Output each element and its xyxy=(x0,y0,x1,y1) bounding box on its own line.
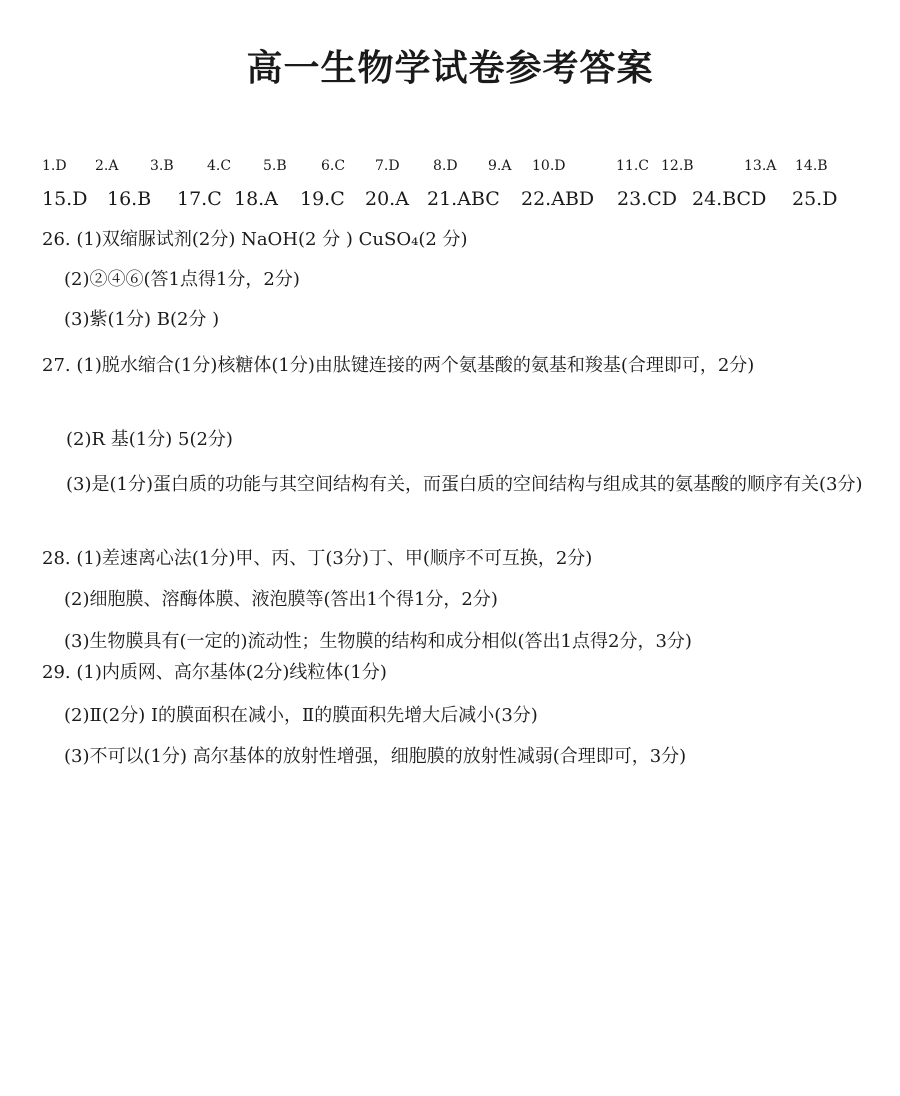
answer-item: 25.D xyxy=(792,188,838,210)
answer-item: 21.ABC xyxy=(427,188,500,210)
answer-item: 13.A xyxy=(744,158,777,174)
q28-line-1: 28. (1)差速离心法(1分)甲、丙、丁(3分)丁、甲(顺序不可互换，2分) xyxy=(42,548,593,569)
choice-answers-row-1 xyxy=(42,158,882,178)
q28-line-3: (3)生物膜具有(一定的)流动性；生物膜的结构和成分相似(答出1点得2分，3分) xyxy=(64,631,692,652)
answer-item: 1.D xyxy=(42,158,67,174)
answer-item: 4.C xyxy=(207,158,232,174)
answer-item: 9.A xyxy=(488,158,512,174)
answer-item: 14.B xyxy=(795,158,828,174)
q29-line-2: (2)Ⅱ(2分) Ⅰ的膜面积在减小，Ⅱ的膜面积先增大后减小(3分) xyxy=(64,705,538,726)
answer-item: 8.D xyxy=(433,158,458,174)
answer-item: 10.D xyxy=(532,158,566,174)
answer-item: 12.B xyxy=(661,158,694,174)
answer-item: 18.A xyxy=(234,188,278,210)
answer-item: 17.C xyxy=(177,188,222,210)
answer-item: 24.BCD xyxy=(692,188,767,210)
answer-item: 23.CD xyxy=(617,188,677,210)
q26-line-2: (2)②④⑥(答1点得1分，2分) xyxy=(64,269,300,290)
answer-item: 2.A xyxy=(95,158,119,174)
q27-line-1: 27. (1)脱水缩合(1分)核糖体(1分)由肽键连接的两个氨基酸的氨基和羧基(合理即可，2分) xyxy=(42,355,755,376)
answer-item: 11.C xyxy=(616,158,649,174)
q28-line-2: (2)细胞膜、溶酶体膜、液泡膜等(答出1个得1分，2分) xyxy=(64,589,498,610)
answer-item: 6.C xyxy=(321,158,346,174)
q26-line-3: (3)紫(1分) B(2分 ) xyxy=(64,309,220,330)
choice-answers-row-2 xyxy=(42,188,882,214)
page-title: 高一生物学试卷参考答案 xyxy=(246,48,654,89)
q26-line-1: 26. (1)双缩脲试剂(2分) NaOH(2 分 ) CuSO₄(2 分) xyxy=(42,229,468,250)
q27-line-2: (2)R 基(1分) 5(2分) xyxy=(66,429,233,450)
q29-line-3: (3)不可以(1分) 高尔基体的放射性增强，细胞膜的放射性减弱(合理即可，3分) xyxy=(64,746,687,767)
answer-item: 5.B xyxy=(263,158,287,174)
answer-item: 3.B xyxy=(150,158,174,174)
answer-item: 15.D xyxy=(42,188,88,210)
q29-line-1: 29. (1)内质网、高尔基体(2分)线粒体(1分) xyxy=(42,662,387,683)
answer-item: 7.D xyxy=(375,158,400,174)
answer-item: 19.C xyxy=(300,188,345,210)
q27-line-3: (3)是(1分)蛋白质的功能与其空间结构有关，而蛋白质的空间结构与组成其的氨基酸的顺序有关(3分) xyxy=(66,474,863,495)
answer-item: 20.A xyxy=(365,188,409,210)
answer-item: 16.B xyxy=(107,188,152,210)
answer-item: 22.ABD xyxy=(521,188,595,210)
